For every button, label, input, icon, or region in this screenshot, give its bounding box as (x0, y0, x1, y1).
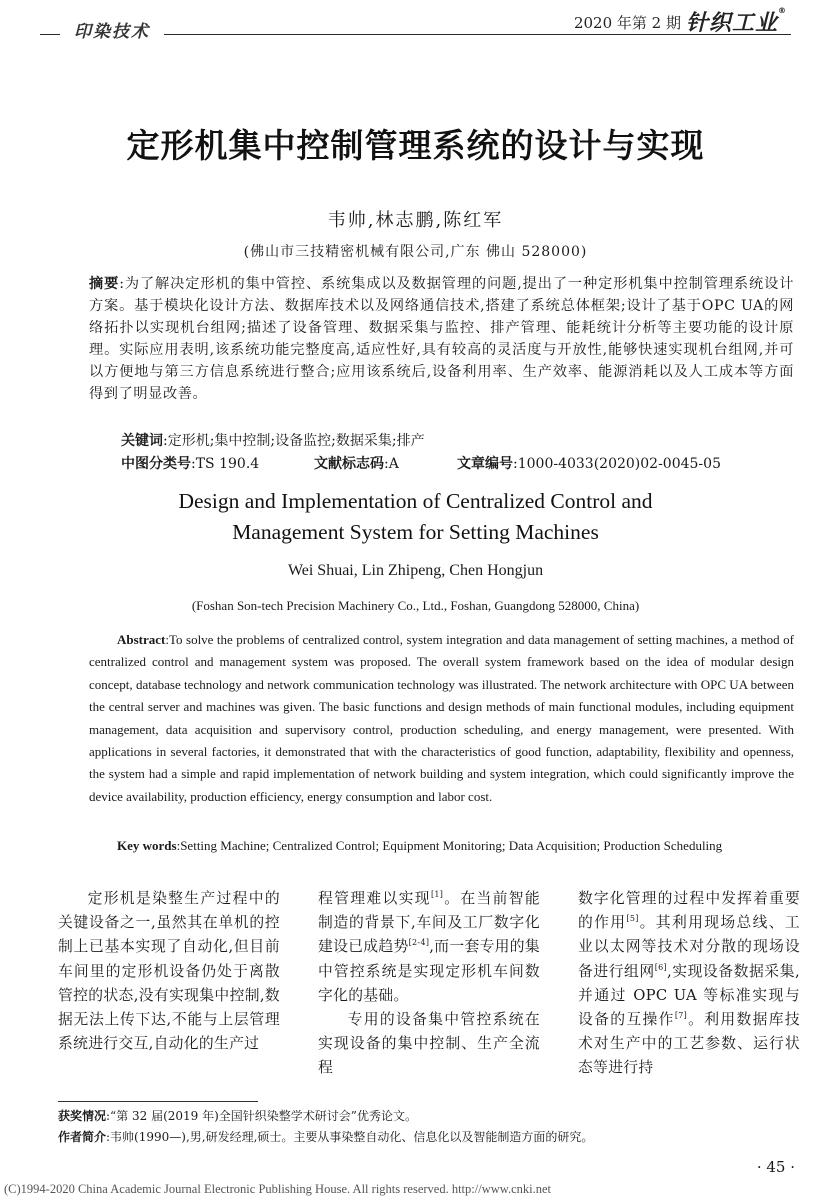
article-id: 文章编号:1000-4033(2020)02-0045-05 (457, 456, 721, 472)
abstract-cn-text: :为了解决定形机的集中管控、系统集成以及数据管理的问题,提出了一种定形机集中控制管理系统设计方案。基于模块化设计方法、数据库技术以及网络通信技术,搭建了系统总体框架;设计了基于OPC UA的网络拓扑以实现机台组网;描述了设备管理、数据采集与监控、排产管理、能耗统计分析等主要功能的设计原理。实际应用表明,该系统功能完整度高,适应性好,具有较高的灵活度与开放性,能够快速实现机台组网,并可以方便地与第三方信息系统进行整合;应用该系统后,设备利用率、生产效率、能源消耗以及人工成本等方面得到了明显改善。 (89, 276, 794, 402)
keywords-cn-label: 关键词 (121, 433, 163, 449)
body-column-1 (58, 887, 280, 1056)
keywords-en-text: :Setting Machine; Centralized Control; Equipment Monitoring; Data Acquisition; Production Scheduling (176, 838, 723, 853)
abstract-en (89, 629, 794, 808)
citation: [1] (430, 890, 444, 900)
section-name: 印染技术 (60, 17, 164, 42)
body-paragraph: 程管理难以实现[1]。在当前智能制造的背景下,车间及工厂数字化建设已成趋势[2-4],而一套专用的集中管控系统是实现定形机车间数字化的基础。 (318, 890, 540, 1004)
footnote-author: 作者简介:韦帅(1990—),男,研发经理,硕士。主要从事染整自动化、信息化以及智能制造方面的研究。 (58, 1130, 594, 1144)
abstract-cn (89, 274, 794, 405)
paper-title-en-line2: Management System for Setting Machines (232, 520, 599, 544)
authors-cn: 韦帅,林志鹏,陈红军 (327, 210, 504, 231)
abstract-cn-label: 摘要 (89, 276, 120, 292)
page-number: · 45 · (756, 1158, 795, 1176)
journal-logo (686, 6, 787, 37)
keywords-cn (121, 430, 425, 450)
paper-title-en (0, 486, 831, 548)
paper-title-en-line1: Design and Implementation of Centralized Control and (178, 489, 653, 513)
citation: [5] (626, 914, 639, 924)
footnote-award: 获奖情况:“第 32 届(2019 年)全国针织染整学术研讨会”优秀论文。 (58, 1109, 417, 1123)
paper-title-cn: 定形机集中控制管理系统的设计与实现 (126, 126, 705, 165)
registered-mark: ® (778, 6, 787, 15)
abstract-en-label: Abstract (117, 632, 166, 647)
copyright-line: (C)1994-2020 China Academic Journal Electronic Publishing House. All rights reserved. http://www.cnki.net (4, 1182, 552, 1196)
footnote-rule (58, 1101, 258, 1102)
keywords-en (89, 835, 794, 857)
affiliation-cn: (佛山市三技精密机械有限公司,广东 佛山 528000) (243, 244, 588, 260)
classification-row (121, 453, 761, 473)
keywords-cn-text: :定形机;集中控制;设备监控;数据采集;排产 (163, 433, 425, 449)
abstract-en-text: :To solve the problems of centralized control, system integration and data management of setting machines, a method of centralized control and management system was proposed. The overall system framework based on the idea of modular design concept, database technology and network communication technology was illustrated. The network architecture with OPC UA between the central server and machines was given. The basic functions and design methods of main functional modules, including equipment management, data acquisition and supervisory control, production scheduling, and energy management, were presented. With applications in several factories, it demonstrated that with the characteristics of good function, adaptability, flexibility and openness, the system had a simple and rapid implementation of network building and system integration, which could significantly improve the device availability, production efficiency, energy consumption and labor cost. (89, 632, 794, 804)
affiliation-en: (Foshan Son-tech Precision Machinery Co., Ltd., Foshan, Guangdong 528000, China) (191, 598, 640, 613)
body-paragraph: 定形机是染整生产过程中的关键设备之一,虽然其在单机的控制上已基本实现了自动化,但目前车间里的定形机设备仍处于离散管控的状态,没有实现集中控制,数据无法上传下达,不能与上层管理系统进行交互,自动化的生产过 (58, 890, 280, 1053)
keywords-en-label: Key words (117, 838, 177, 853)
body-column-3 (578, 887, 800, 1081)
journal-name: 针织工业 (685, 11, 778, 36)
body-column-2 (318, 887, 540, 1081)
clc-number: 中图分类号:TS 190.4 (121, 456, 260, 472)
authors-en: Wei Shuai, Lin Zhipeng, Chen Hongjun (287, 562, 544, 579)
document-code: 文献标志码:A (314, 456, 399, 472)
citation: [6] (654, 962, 667, 972)
citation: [2-4] (408, 938, 430, 948)
body-paragraph: 数字化管理的过程中发挥着重要的作用[5]。其利用现场总线、工业以太网等技术对分散的现场设备进行组网[6],实现设备数据采集,并通过 OPC UA 等标准实现与设备的互操作[7]。利用数据库技术对生产中的工艺参数、运行状态等进行持 (578, 890, 800, 1077)
issue-label: 2020 年第 2 期 (573, 14, 681, 32)
citation: [7] (674, 1011, 688, 1021)
body-paragraph: 专用的设备集中管控系统在实现设备的集中控制、生产全流程 (318, 1011, 540, 1077)
